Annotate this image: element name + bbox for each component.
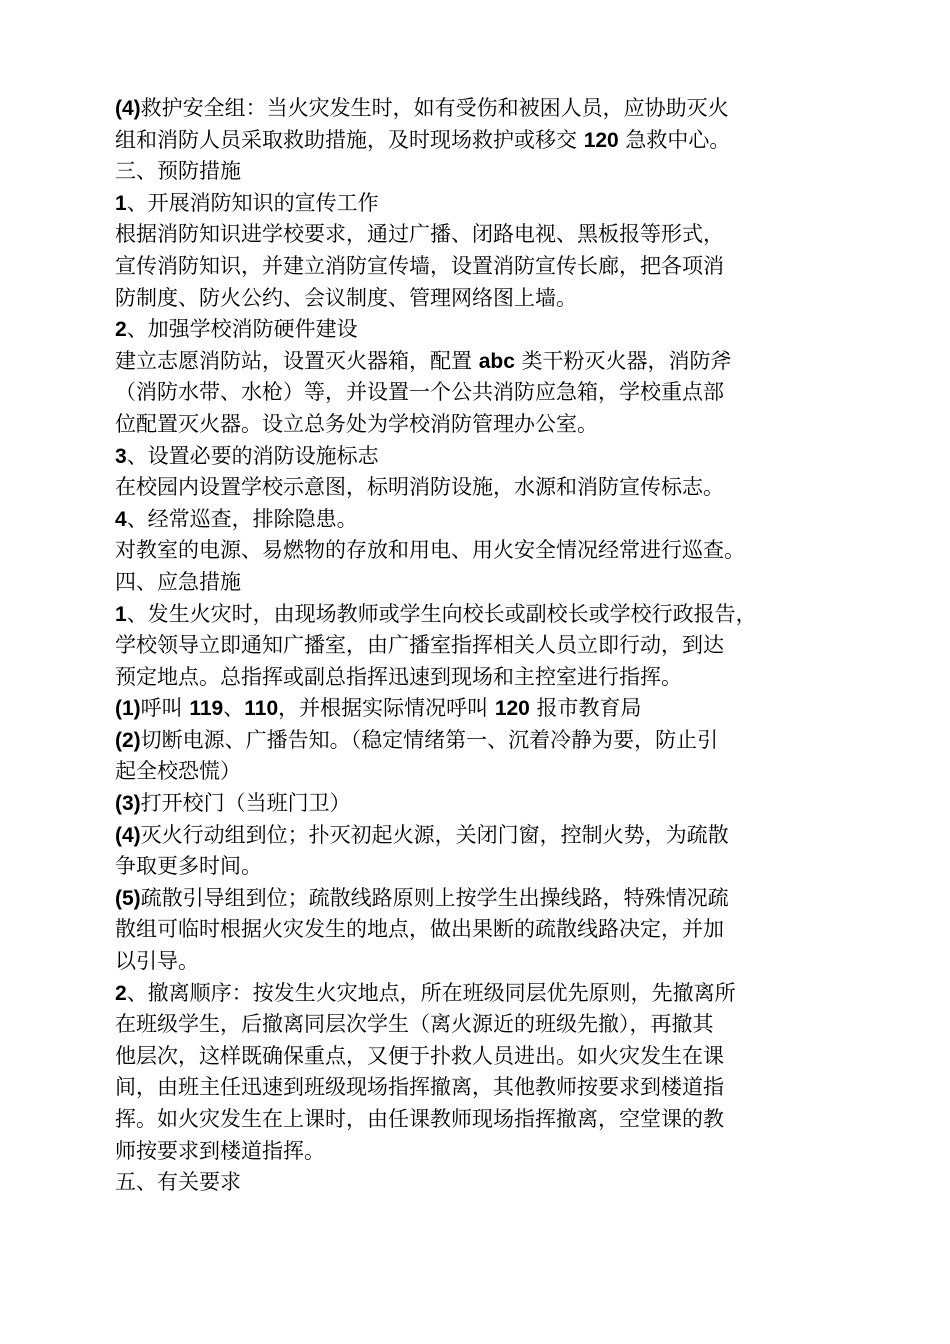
text-line: (2)切断电源、广播告知。（稳定情绪第一、沉着冷静为要，防止引 xyxy=(115,727,719,752)
text-line: (5)疏散引导组到位；疏散线路原则上按学生出操线路，特殊情况疏 xyxy=(115,885,729,910)
text-line: 师按要求到楼道指挥。 xyxy=(115,1138,325,1163)
text-line: 以引导。 xyxy=(115,949,199,974)
subsection-heading: 3、设置必要的消防设施标志 xyxy=(115,443,379,468)
text-line: 间，由班主任迅速到班级现场指挥撤离，其他教师按要求到楼道指 xyxy=(115,1075,724,1100)
text-line: 位配置灭火器。设立总务处为学校消防管理办公室。 xyxy=(115,411,598,436)
text-line: 组和消防人员采取救助措施，及时现场救护或移交 120 急救中心。 xyxy=(115,127,731,152)
text-line: (4)救护安全组：当火灾发生时，如有受伤和被困人员，应协助灭火 xyxy=(115,96,729,120)
text-line: （消防水带、水枪）等，并设置一个公共消防应急箱，学校重点部 xyxy=(115,380,724,405)
section-heading: 三、预防措施 xyxy=(115,159,241,184)
text-line: 在班级学生，后撤离同层次学生（离火源近的班级先撤），再撤其 xyxy=(115,1012,714,1037)
text-line: 对教室的电源、易燃物的存放和用电、用火安全情况经常进行巡查。 xyxy=(115,538,745,563)
text-line: 挥。如火灾发生在上课时，由任课教师现场指挥撤离，空堂课的教 xyxy=(115,1107,724,1131)
text-line: (1)呼叫 119、110，并根据实际情况呼叫 120 报市教育局 xyxy=(115,696,642,721)
text-line: 1、发生火灾时，由现场教师或学生向校长或副校长或学校行政报告， xyxy=(115,601,757,626)
text-line: 建立志愿消防站，设置灭火器箱，配置 abc 类干粉灭火器，消防斧 xyxy=(115,348,732,373)
text-line: 防制度、防火公约、会议制度、管理网络图上墙。 xyxy=(115,285,577,310)
text-line: (3)打开校门（当班门卫） xyxy=(115,791,351,816)
section-heading: 五、有关要求 xyxy=(115,1170,241,1195)
text-line: (4)灭火行动组到位；扑灭初起火源，关闭门窗，控制火势，为疏散 xyxy=(115,822,729,847)
document-body xyxy=(115,93,850,1199)
section-heading: 四、应急措施 xyxy=(115,569,241,594)
subsection-heading: 1、开展消防知识的宣传工作 xyxy=(115,190,379,215)
subsection-heading: 4、经常巡查，排除隐患。 xyxy=(115,506,358,531)
text-line: 他层次，这样既确保重点，又便于扑救人员进出。如火灾发生在课 xyxy=(115,1043,724,1068)
text-line: 争取更多时间。 xyxy=(115,854,262,879)
text-line: 预定地点。总指挥或副总指挥迅速到现场和主控室进行指挥。 xyxy=(115,664,682,689)
text-line: 宣传消防知识，并建立消防宣传墙，设置消防宣传长廊，把各项消 xyxy=(115,253,724,278)
subsection-heading: 2、加强学校消防硬件建设 xyxy=(115,317,358,342)
text-line: 在校园内设置学校示意图，标明消防设施，水源和消防宣传标志。 xyxy=(115,475,724,500)
text-line: 学校领导立即通知广播室，由广播室指挥相关人员立即行动，到达 xyxy=(115,633,724,658)
text-line: 根据消防知识进学校要求，通过广播、闭路电视、黑板报等形式， xyxy=(115,222,724,247)
text-line: 起全校恐慌） xyxy=(115,759,241,784)
text-line: 2、撤离顺序：按发生火灾地点，所在班级同层优先原则，先撤离所 xyxy=(115,980,736,1005)
text-line: 散组可临时根据火灾发生的地点，做出果断的疏散线路决定，并加 xyxy=(115,917,724,942)
